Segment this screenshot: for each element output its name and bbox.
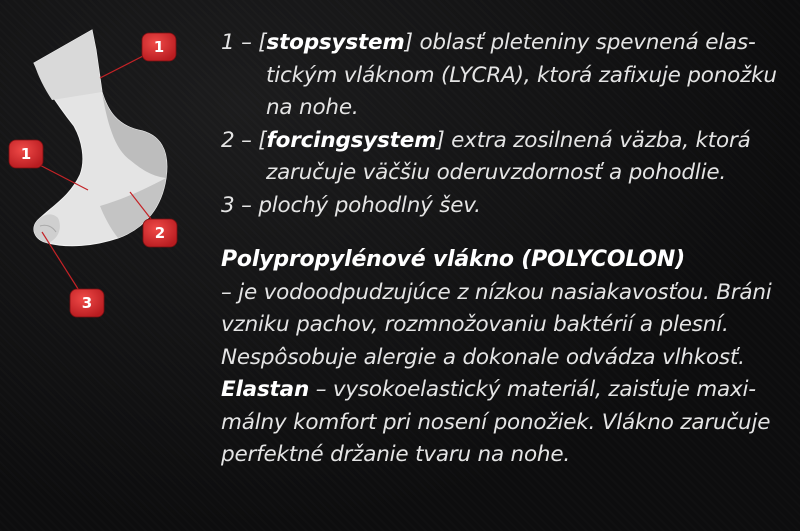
- badge-2: [143, 219, 177, 247]
- feature-term: forcingsystem: [266, 127, 437, 153]
- feature-text: plochý pohodlný šev.: [258, 192, 481, 218]
- feature-number: 1: [221, 30, 235, 55]
- svg-text:1: 1: [153, 38, 165, 56]
- sock-diagram: [0, 0, 220, 531]
- feature-number: 2: [221, 127, 235, 153]
- feature-close: ]: [436, 127, 445, 153]
- badge-3: [70, 289, 104, 317]
- svg-text:1: 1: [20, 145, 32, 163]
- svg-text:2: 2: [154, 224, 166, 242]
- feature-text: oblasť pleteniny spevnená elas-tickým vláknom (LYCRA), ktorá zafixuje ponožku na nohe.: [266, 30, 777, 120]
- polypropylene-text: – je vodoodpudzujúce z nízkou nasiakavosťou. Bráni vzniku pachov, rozmnožovaniu baktérií a plesní. Nespôsobuje alergie a dokonale odvádza vlhkosť.: [221, 279, 772, 370]
- elastan-term: Elastan: [221, 377, 310, 402]
- badge-1-top: [142, 33, 176, 61]
- feature-term: stopsystem: [266, 30, 405, 55]
- feature-flat-seam: [221, 190, 800, 223]
- leader-line-1-top: [100, 55, 145, 78]
- feature-forcingsystem: [221, 125, 800, 190]
- elastan-paragraph: [221, 374, 800, 472]
- feature-text: extra zosilnená väzba, ktorá zaručuje väčšiu oderuvzdornosť a pohodlie.: [266, 127, 751, 185]
- svg-text:3: 3: [81, 294, 93, 312]
- polypropylene-heading: Polypropylénové vlákno (POLYCOLON): [221, 247, 685, 272]
- badge-1-side: [9, 140, 43, 168]
- feature-dash: – [: [234, 30, 267, 55]
- elastan-text: – vysokoelastický materiál, zaisťuje maxi-málny komfort pri nosení ponožiek. Vlákno zaručuje perfektné držanie tvaru na nohe.: [221, 377, 771, 467]
- description-text-block: [221, 27, 800, 472]
- feature-dash: –: [234, 192, 259, 218]
- feature-number: 3: [221, 192, 235, 218]
- feature-stopsystem: [221, 27, 800, 125]
- feature-close: ]: [404, 30, 413, 55]
- feature-dash: – [: [234, 127, 267, 153]
